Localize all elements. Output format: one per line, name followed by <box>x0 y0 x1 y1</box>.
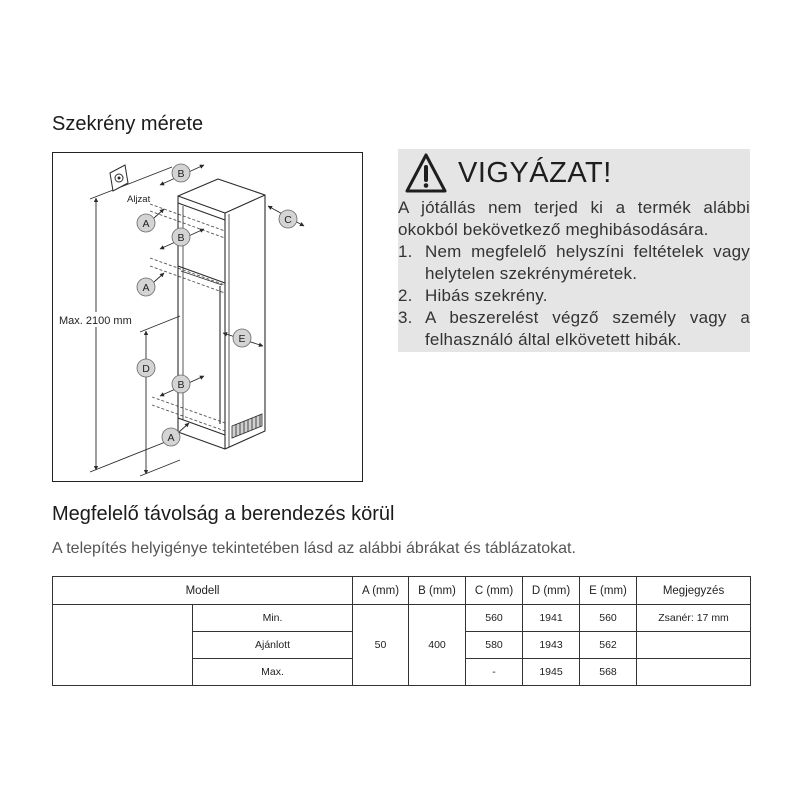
header-b: B (mm) <box>409 577 466 605</box>
marker-a-bottom <box>162 428 180 446</box>
dimension-table <box>52 576 751 686</box>
list-item-line: Nem megfelelő helyszíni feltételek vagy <box>425 242 750 261</box>
warning-list-item <box>398 307 750 351</box>
marker-d-label: D <box>142 362 150 375</box>
list-item-number: 2. <box>398 286 413 305</box>
d-value-cell: 1941 <box>523 605 580 632</box>
a-value-cell: 50 <box>353 605 409 686</box>
marker-b-label: B <box>177 167 185 180</box>
header-c: C (mm) <box>466 577 523 605</box>
marker-e <box>233 329 251 347</box>
table-header-row <box>53 577 751 605</box>
clearance-heading: Megfelelő távolság a berendezés körül <box>52 503 395 525</box>
b-value-cell: 400 <box>409 605 466 686</box>
warning-title: VIGYÁZAT! <box>458 157 612 189</box>
c-value-cell: - <box>466 659 523 686</box>
c-value-cell: 560 <box>466 605 523 632</box>
cabinet-size-heading: Szekrény mérete <box>52 113 204 135</box>
variant-cell: Max. <box>193 659 353 686</box>
c-value-cell: 580 <box>466 632 523 659</box>
d-value-cell: 1943 <box>523 632 580 659</box>
list-item-line: Hibás szekrény. <box>425 286 548 305</box>
marker-b-middle <box>172 228 190 246</box>
list-item-number: 1. <box>398 242 413 261</box>
warning-list-item <box>398 241 750 285</box>
list-item-number: 3. <box>398 308 413 327</box>
warning-intro-line: A jótállás nem terjed ki a termék alábbi <box>398 198 750 217</box>
marker-e-label: E <box>238 332 246 345</box>
marker-b-bottom <box>172 375 190 393</box>
marker-a-label: A <box>142 281 150 294</box>
e-value-cell: 560 <box>580 605 637 632</box>
note-cell <box>637 659 751 686</box>
socket-icon <box>110 165 128 191</box>
cabinet-diagram-drawing <box>53 153 362 481</box>
variant-cell: Min. <box>193 605 353 632</box>
header-d: D (mm) <box>523 577 580 605</box>
marker-c-label: C <box>284 213 292 226</box>
note-cell <box>637 632 751 659</box>
cabinet-outline <box>178 179 265 449</box>
marker-c <box>279 210 297 228</box>
marker-a-top <box>137 214 155 232</box>
marker-a-label: A <box>142 217 150 230</box>
note-cell: Zsanér: 17 mm <box>637 605 751 632</box>
list-item-line: helytelen szekrényméretek. <box>425 264 638 283</box>
table-row <box>53 605 751 632</box>
marker-d <box>137 359 155 377</box>
variant-cell: Ajánlott <box>193 632 353 659</box>
marker-b-label: B <box>177 231 185 244</box>
d-value-cell: 1945 <box>523 659 580 686</box>
warning-intro-line: okokból bekövetkező meghibásodására. <box>398 220 709 239</box>
warning-list-item <box>398 285 750 307</box>
header-e: E (mm) <box>580 577 637 605</box>
marker-b-top <box>172 164 190 182</box>
header-a: A (mm) <box>353 577 409 605</box>
model-name-cell <box>53 605 193 686</box>
max-height-label: Max. 2100 mm <box>59 315 132 327</box>
header-note: Megjegyzés <box>637 577 751 605</box>
e-value-cell: 562 <box>580 632 637 659</box>
header-model: Modell <box>53 577 353 605</box>
cabinet-diagram <box>52 152 363 482</box>
marker-a-label: A <box>167 431 175 444</box>
warning-triangle-icon <box>404 151 448 195</box>
marker-b-label: B <box>177 378 185 391</box>
socket-label: Aljzat <box>127 194 151 205</box>
clearance-intro: A telepítés helyigénye tekintetében lásd az alábbi ábrákat és táblázatokat. <box>52 540 576 557</box>
marker-a-middle <box>137 278 155 296</box>
list-item-line: A beszerelést végző személy vagy a <box>425 308 750 327</box>
e-value-cell: 568 <box>580 659 637 686</box>
warning-body <box>398 197 750 351</box>
list-item-line: felhasználó által elkövetett hibák. <box>425 330 682 349</box>
warning-box <box>398 149 750 352</box>
